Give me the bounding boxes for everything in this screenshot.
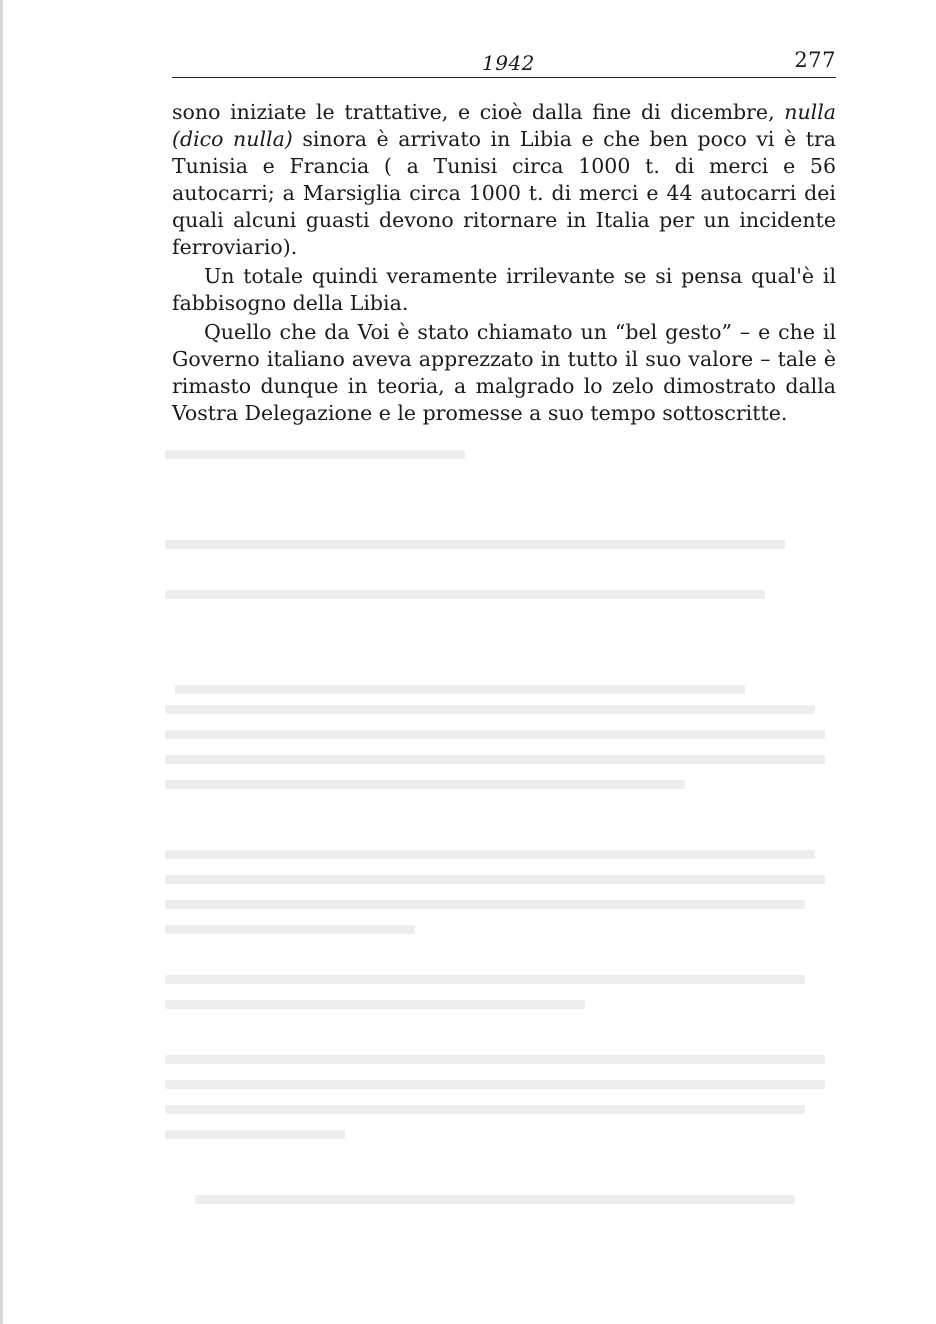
bleed-through-line — [165, 1000, 585, 1009]
bleed-through-line — [165, 730, 825, 739]
bleed-through-line — [165, 1055, 825, 1064]
paragraph-1 — [172, 99, 836, 261]
bleed-through-line — [165, 450, 465, 459]
bleed-through-line — [165, 705, 815, 714]
bleed-through-line — [165, 540, 785, 549]
paragraph-1-emphasis: nulla (dico nulla) — [172, 100, 836, 151]
bleed-through-line — [165, 1080, 825, 1089]
bleed-through-line — [165, 590, 765, 599]
header-rule — [172, 77, 836, 78]
paragraph-1-end: sinora è arrivato in Libia e che ben poco vi è tra Tunisia e Francia ( a Tunisi circa 1000 t. di merci e 56 autocarri; a Marsiglia circa 1000 t. di merci e 44 autocarri dei quali alcuni guasti devono ritornare in Italia per un incidente ferroviario). — [172, 127, 836, 259]
bleed-through-text — [165, 430, 845, 1250]
bleed-through-line — [165, 925, 415, 934]
bleed-through-line — [165, 850, 815, 859]
bleed-through-line — [165, 1105, 805, 1114]
running-header — [172, 46, 836, 76]
body-text — [172, 99, 836, 427]
page-edge-shadow — [0, 0, 3, 1324]
bleed-through-line — [165, 755, 825, 764]
page-number: 277 — [794, 48, 836, 72]
paragraph-1-start: sono iniziate le trattative, e cioè dalla fine di dicembre, — [172, 100, 785, 124]
bleed-through-line — [195, 1195, 795, 1204]
bleed-through-line — [165, 975, 805, 984]
paragraph-3: Quello che da Voi è stato chiamato un “bel gesto” – e che il Governo italiano aveva apprezzato in tutto il suo valore – tale è rimasto dunque in teoria, a malgrado lo zelo dimostrato dalla Vostra Delegazione e le promesse a suo tempo sottoscritte. — [172, 320, 836, 425]
bleed-through-line — [165, 1130, 345, 1139]
bleed-through-line — [165, 875, 825, 884]
paragraph-2: Un totale quindi veramente irrilevante se si pensa qual'è il fabbisogno della Libia. — [172, 264, 836, 315]
running-header-year: 1942 — [482, 51, 535, 75]
bleed-through-line — [175, 685, 745, 694]
bleed-through-line — [165, 900, 805, 909]
bleed-through-line — [165, 780, 685, 789]
